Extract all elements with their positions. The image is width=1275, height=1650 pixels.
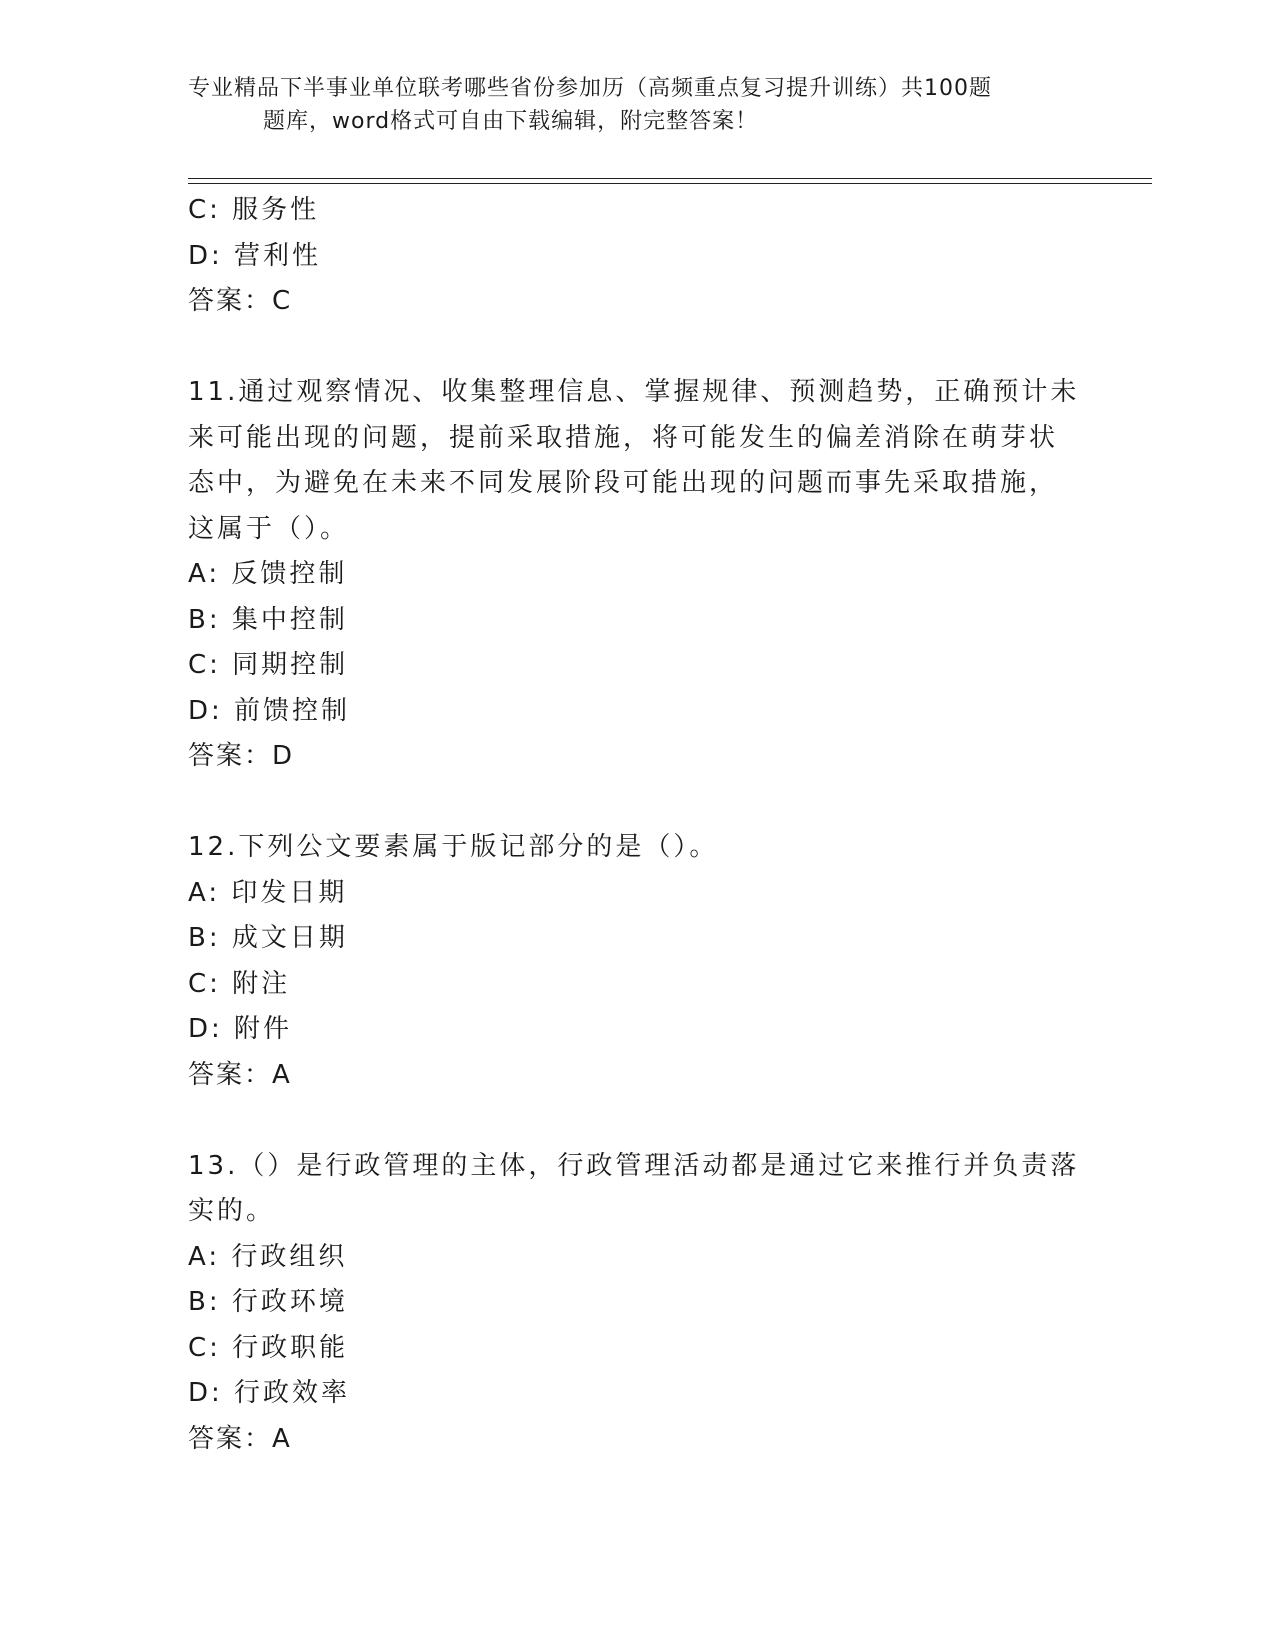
option-item: D: 前馈控制 (188, 695, 351, 726)
document-header (188, 72, 1068, 138)
header-title-line-1: 专业精品下半事业单位联考哪些省份参加历（高频重点复习提升训练）共100题 (188, 76, 992, 101)
option-item: C: 同期控制 (188, 650, 349, 680)
spacer (188, 780, 1088, 826)
question-text-line: 态中，为避免在未来不同发展阶段可能出现的问题而事先采取措施， (188, 468, 1059, 498)
question-text-line: 13.（）是行政管理的主体，行政管理活动都是通过它来推行并负责落 (188, 1150, 1080, 1181)
option-item: C: 附注 (188, 968, 291, 999)
spacer (188, 325, 1088, 371)
header-title-line-2: 题库，word格式可自由下载编辑，附完整答案！ (263, 109, 759, 134)
question-text-line: 来可能出现的问题，提前采取措施，将可能发生的偏差消除在萌芽状 (188, 422, 1059, 453)
option-item: D: 附件 (188, 1014, 293, 1044)
option-item: D: 营利性 (188, 240, 322, 271)
answer-line: 答案：C (188, 286, 293, 316)
option-item: C: 行政职能 (188, 1332, 349, 1363)
header-rule-top (188, 178, 1152, 179)
question-text-line: 这属于（）。 (188, 513, 350, 544)
question-list (188, 188, 1088, 1462)
question-text-line: 12.下列公文要素属于版记部分的是（）。 (188, 832, 719, 862)
option-item: A: 印发日期 (188, 877, 348, 908)
option-item: B: 行政环境 (188, 1287, 348, 1317)
option-item: B: 成文日期 (188, 923, 348, 953)
question-text-line: 实的。 (188, 1196, 276, 1226)
answer-line: 答案：D (188, 741, 295, 771)
header-rule-bottom (188, 183, 1152, 184)
answer-line: 答案：A (188, 1059, 292, 1090)
option-item: B: 集中控制 (188, 604, 348, 635)
option-item: A: 行政组织 (188, 1241, 348, 1272)
answer-line: 答案：A (188, 1423, 292, 1454)
option-item: A: 反馈控制 (188, 559, 348, 589)
spacer (188, 1098, 1088, 1144)
option-item: C: 服务性 (188, 195, 320, 225)
option-item: D: 行政效率 (188, 1378, 351, 1408)
question-text-line: 11.通过观察情况、收集整理信息、掌握规律、预测趋势，正确预计未 (188, 377, 1080, 407)
